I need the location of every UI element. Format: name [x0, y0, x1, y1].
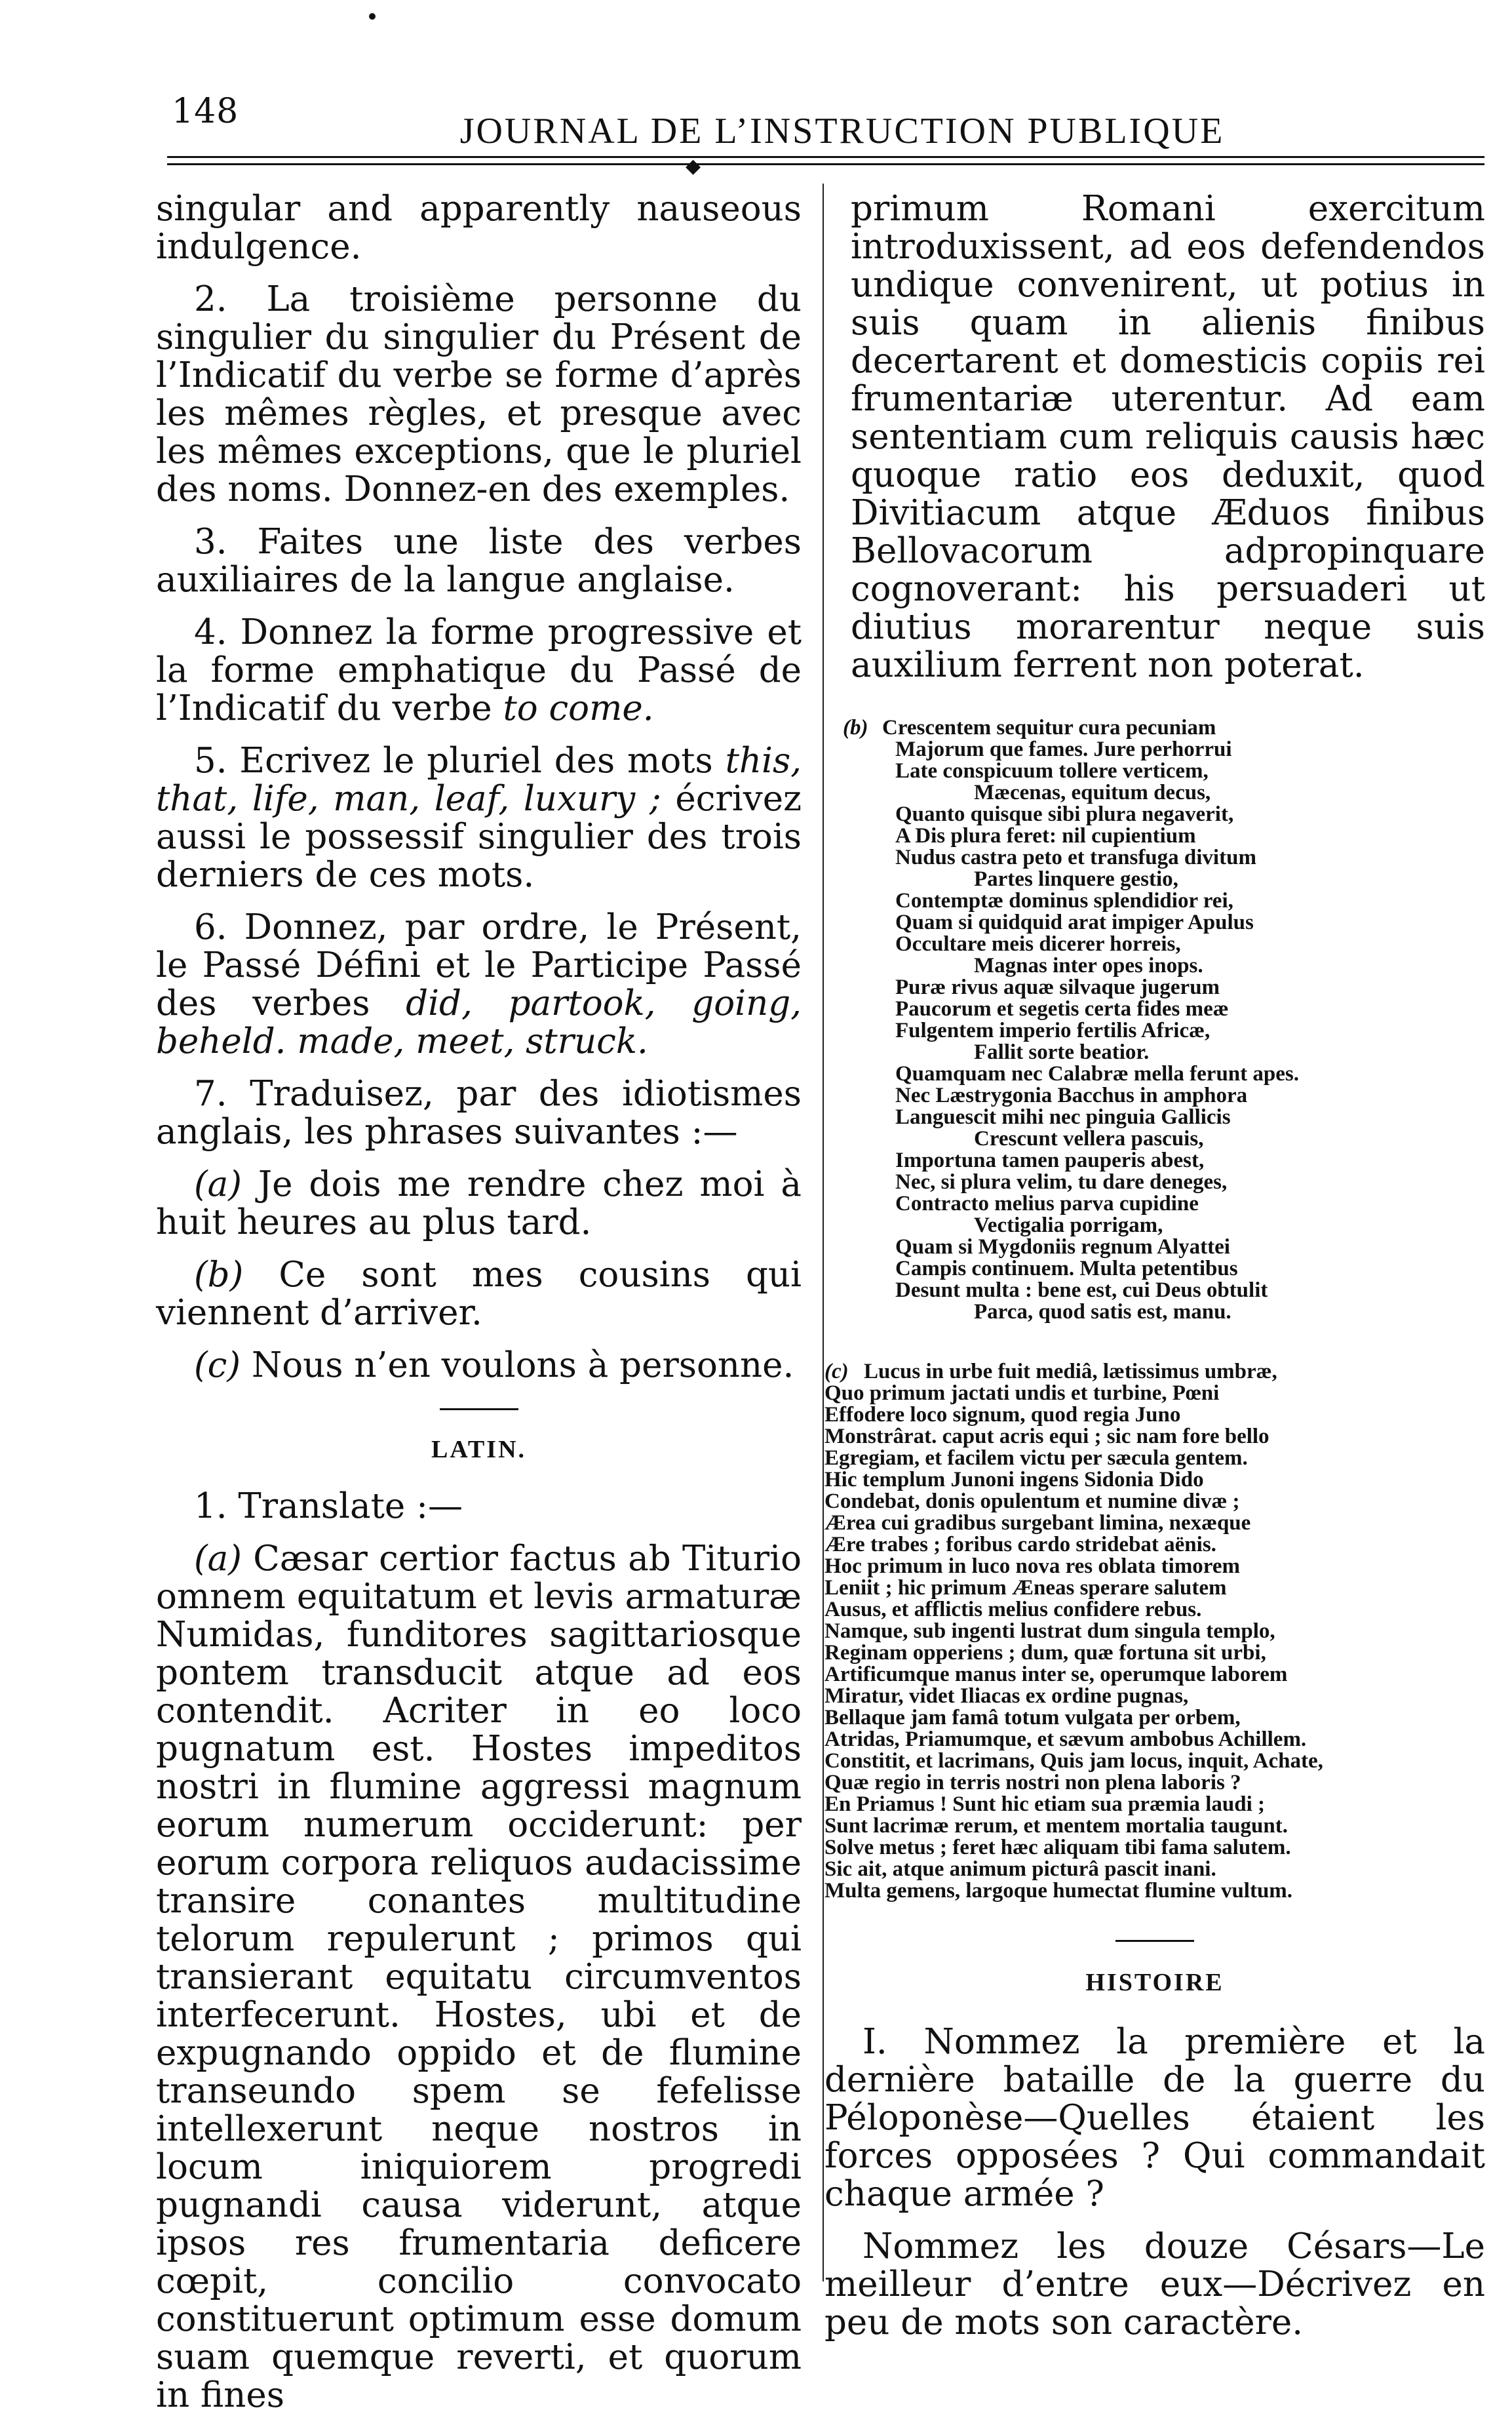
question-7b-text: Ce sont mes cousins qui viennent d’arriver.: [156, 1255, 802, 1333]
poem-b-line: Quanto quisque sibi plura negaverit,: [895, 802, 1234, 826]
poem-b-text-0: Crescentem sequitur cura pecuniam: [882, 716, 1216, 740]
poem-b-line: Occultare meis dicerer horreis,: [895, 932, 1181, 956]
page-number: 148: [172, 92, 239, 131]
poem-c-line: Effodere loco signum, quod regia Juno: [824, 1403, 1181, 1427]
latin-passage-a-label: (a): [194, 1539, 242, 1579]
poem-b-line: Quam si Mygdoniis regnum Alyattei: [895, 1235, 1230, 1259]
poem-b-line: Nudus castra peto et transfuga divitum: [895, 846, 1256, 869]
poem-c-line: Ære trabes ; foribus cardo stridebat aënis.: [824, 1533, 1216, 1556]
question-2: 2. La troisième personne du singulier du singulier du Présent de l’Indicatif du verbe se forme d’après les mêmes règles, et presque avec les mêmes exceptions, que le pluriel des noms. Donnez-en des exemples.: [156, 279, 802, 509]
poem-b-line: Magnas inter opes inops.: [974, 954, 1203, 978]
poem-c-line: Sunt lacrimæ rerum, et mentem mortalia taugunt.: [824, 1814, 1288, 1838]
poem-b-line: Contemptæ dominus splendidior rei,: [895, 889, 1233, 913]
latin-passage-a-text: Cæsar certior factus ab Titurio omnem equitatum et levis armaturæ Numidas, funditores sagittariosque pontem transducit atque ad eos contendit. Acriter in eo loco pugnatum est. Hostes impeditos nostri in flumine aggressi magnum eorum numerum occiderunt: per eorum corpora reliquos audacissime transire conantes multitudine telorum repulerunt ; primos qui transierant equitatu circumventos interfecerunt. Hostes, ubi et de expugnando oppido et de flumine transeundo spem se fefelisse intellexerunt neque nostros in locum iniquiorem progredi pugnandi causa viderunt, atque ipsos res frumentaria deficere cœpit, concilio convocato constituerunt optimum esse domum suam quemque reverti, et quorum in fines: [156, 1539, 802, 2415]
poem-b-line: Crescunt vellera pascuis,: [974, 1127, 1204, 1151]
poem-c-line: Condebat, donis opulentum et numine divæ ;: [824, 1490, 1240, 1513]
poem-c-line: Namque, sub ingenti lustrat dum singula templo,: [824, 1619, 1275, 1643]
poem-c-line: Monstrârat. caput acris equi ; sic nam fore bello: [824, 1425, 1270, 1448]
ink-dot: [369, 13, 376, 20]
translate-instruction: 1. Translate :—: [194, 1486, 463, 1526]
question-5-text: 5. Ecrivez le pluriel des mots: [194, 741, 726, 781]
poem-b-line-0: [843, 717, 1485, 739]
poem-b-line: Fulgentem imperio fertilis Africæ,: [895, 1019, 1211, 1042]
poem-c-line: Hoc primum in luco nova res oblata timorem: [824, 1554, 1240, 1578]
column-divider: [823, 184, 824, 2281]
rule-ornament-icon: ◆: [686, 155, 701, 178]
poem-b-line: Nec, si plura velim, tu dare deneges,: [895, 1170, 1228, 1194]
question-7c: [156, 1347, 802, 1385]
poem-c-text-0: Lucus in urbe fuit mediâ, lætissimus umbræ,: [864, 1360, 1277, 1383]
question-6-text: 6. Donnez, par ordre, le Présent, le Passé Défini et le Participe Passé des verbes: [156, 907, 802, 1023]
poem-c-line-0: [824, 1361, 1485, 1383]
histoire-heading: HISTOIRE: [1085, 1969, 1224, 1996]
poem-c-line: Solve metus ; feret hæc aliquam tibi fama salutem.: [824, 1836, 1291, 1859]
poem-b-line: Paucorum et segetis certa fides meæ: [895, 997, 1229, 1021]
continued-paragraph: singular and apparently nauseous indulgence.: [156, 189, 802, 267]
poem-b-line: Desunt multa : bene est, cui Deus obtulit: [895, 1278, 1268, 1302]
poem-c-line: En Priamus ! Sunt hic etiam sua præmia laudi ;: [824, 1792, 1265, 1816]
poem-b-line: Partes linquere gestio,: [974, 867, 1178, 891]
poem-b-line: Nec Læstrygonia Bacchus in amphora: [895, 1084, 1248, 1107]
question-7c-label: (c): [194, 1345, 241, 1385]
question-5: [156, 742, 802, 894]
poem-c-line: Artificumque manus inter se, operumque laborem: [824, 1663, 1288, 1686]
right-column: [824, 190, 1485, 2356]
poem-c-line: Hic templum Junoni ingens Sidonia Dido: [824, 1468, 1204, 1491]
section-rule: [440, 1408, 518, 1410]
left-column: [156, 190, 802, 2429]
poem-c-line: Egregiam, et facilem victu per sæcula gentem.: [824, 1446, 1248, 1470]
header-rule: [167, 156, 1484, 165]
poem-b-line: Quamquam nec Calabræ mella ferunt apes.: [895, 1062, 1299, 1086]
poem-b-line: Fallit sorte beatior.: [974, 1040, 1150, 1064]
question-4-italic: to come.: [503, 688, 654, 728]
latin-passage-continued: primum Romani exercitum introduxissent, ad eos defendendos undique convenirent, ut potius in suis quam in alienis finibus decertarent et domesticis copiis rei frumentariæ uterentur. Ad eam sententiam cum reliquis causis hæc quoque ratio eos deduxit, quod Divitiacum atque Æduos finibus Bellovacorum adpropinquare cognoverant: his persuaderi ut diutius morarentur neque suis auxilium ferrent non poterat.: [851, 189, 1485, 685]
poem-c-line: Constitit, et lacrimans, Quis jam locus, inquit, Achate,: [824, 1749, 1323, 1773]
poem-b-line: Puræ rivus aquæ silvaque jugerum: [895, 976, 1220, 999]
poem-c-line: Quæ regio in terris nostri non plena laboris ?: [824, 1771, 1241, 1794]
question-7b: [156, 1256, 802, 1332]
poem-b-line: Parca, quod satis est, manu.: [974, 1300, 1231, 1324]
poem-c-line: Quo primum jactati undis et turbine, Pœni: [824, 1381, 1220, 1405]
poem-c-line: Multa gemens, largoque humectat flumine vultum.: [824, 1879, 1293, 1903]
question-5-italic: this, that, life, man, leaf, luxury ;: [156, 741, 802, 819]
poem-b: [843, 717, 1485, 1323]
poem-c-label: (c): [824, 1360, 849, 1383]
question-7a-label: (a): [194, 1164, 242, 1204]
poem-b-line: Vectigalia porrigam,: [974, 1214, 1163, 1237]
question-5-text-end: écrivez aussi le possessif singulier des trois derniers de ces mots.: [156, 779, 802, 895]
poem-b-line: Quam si quidquid arat impiger Apulus: [895, 911, 1254, 934]
poem-b-line: Languescit mihi nec pinguia Gallicis: [895, 1105, 1231, 1129]
question-7a-text: Je dois me rendre chez moi à huit heures au plus tard.: [156, 1164, 802, 1242]
running-title: JOURNAL DE L’INSTRUCTION PUBLIQUE: [459, 111, 1225, 151]
poem-c-line: Ærea cui gradibus surgebant limina, nexæque: [824, 1511, 1251, 1535]
latin-heading: LATIN.: [431, 1436, 527, 1463]
poem-c: [824, 1361, 1485, 1902]
question-4-text: 4. Donnez la forme progressive et la forme emphatique du Passé de l’Indicatif du verbe: [156, 612, 802, 728]
question-7b-label: (b): [194, 1255, 244, 1295]
poem-c-line: Bellaque jam famâ totum vulgata per orbem,: [824, 1706, 1241, 1729]
poem-b-line: Campis continuem. Multa petentibus: [895, 1257, 1238, 1280]
poem-b-line: Contracto melius parva cupidine: [895, 1192, 1199, 1215]
section-rule: [1115, 1940, 1194, 1942]
history-question-1: I. Nommez la première et la dernière bataille de la guerre du Péloponèse—Quelles étaient les forces opposées ? Qui commandait chaque armée ?: [824, 2022, 1485, 2214]
question-7a: [156, 1166, 802, 1242]
poem-b-line: Late conspicuum tollere verticem,: [895, 759, 1209, 783]
poem-c-line: Miratur, videt Iliacas ex ordine pugnas,: [824, 1684, 1189, 1708]
question-7c-text: Nous n’en voulons à personne.: [241, 1345, 794, 1385]
poem-c-line: Reginam opperiens ; dum, quæ fortuna sit urbi,: [824, 1641, 1266, 1665]
question-7: 7. Traduisez, par des idiotismes anglais, les phrases suivantes :—: [156, 1074, 802, 1152]
question-6: [156, 909, 802, 1061]
poem-b-line: Majorum que fames. Jure perhorrui: [895, 738, 1232, 761]
poem-c-line: Atridas, Priamumque, et sævum ambobus Achillem.: [824, 1728, 1307, 1751]
poem-b-line: Mæcenas, equitum decus,: [974, 781, 1211, 804]
history-question-2: Nommez les douze Césars—Le meilleur d’entre eux—Décrivez en peu de mots son caractère.: [824, 2226, 1485, 2342]
poem-b-line: A Dis plura feret: nil cupientium: [895, 824, 1196, 848]
poem-b-label: (b): [843, 716, 868, 740]
poem-c-line: Ausus, et afflictis melius confidere rebus.: [824, 1598, 1202, 1621]
question-4: [156, 614, 802, 728]
poem-c-line: Sic ait, atque animum picturâ pascit inani.: [824, 1857, 1216, 1881]
latin-passage-a: [156, 1540, 802, 2415]
poem-b-line: Importuna tamen pauperis abest,: [895, 1149, 1205, 1172]
question-3: 3. Faites une liste des verbes auxiliaires de la langue anglaise.: [156, 522, 802, 600]
question-6-italic: did, partook, going, beheld. made, meet, struck.: [156, 983, 802, 1061]
poem-c-line: Leniit ; hic primum Æneas sperare salutem: [824, 1576, 1227, 1600]
